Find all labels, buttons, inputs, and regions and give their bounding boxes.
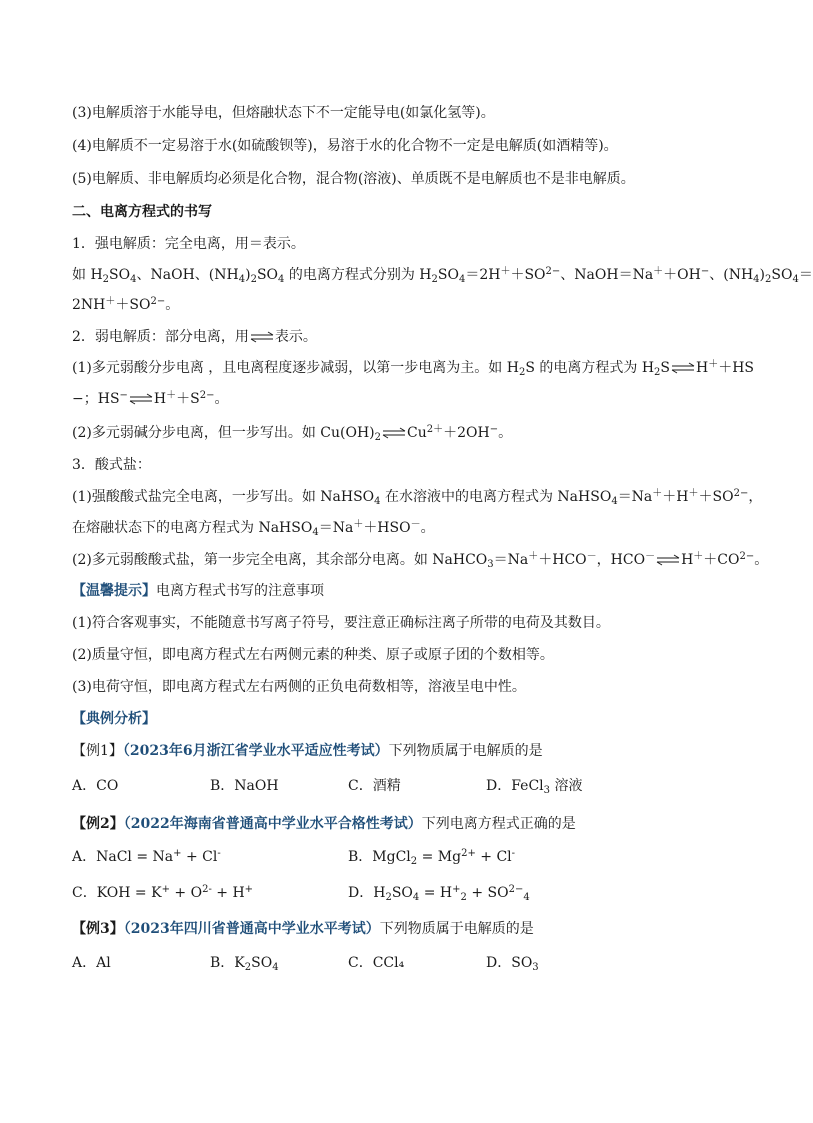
example-3-option-a[interactable]: A．Al <box>72 955 111 971</box>
example-3-option-b[interactable]: B．$K_2SO_4$ <box>210 955 279 973</box>
example-3-option-d[interactable]: D．$SO_3$ <box>486 955 539 973</box>
weak-title-suffix: 表示。 <box>274 329 317 345</box>
example-2-text: 下列电离方程式正确的是 <box>421 816 576 832</box>
strong-example-line-1: 如 $H_2SO_4$、NaOH、$(NH_4)_2SO_4$ 的电离方程式分别为 $H_2SO_4=2H^++SO^{2-}$、NaOH＝Na＋＋OH−、$(NH_4)_2SO_4=$ <box>72 266 813 285</box>
option-d-suffix: 溶液 <box>554 778 583 794</box>
example-2-option-b[interactable]: B．MgCl$_2$ = $Mg^{2+} + Cl^-$ <box>348 848 516 867</box>
section-heading: 二、电离方程式的书写 <box>72 204 212 220</box>
note-4: (4)电解质不一定易溶于水(如硫酸钡等)，易溶于水的化合物不一定是电解质(如酒精等)。 <box>72 138 618 154</box>
tip-3: (3)电荷守恒，即电离方程式左右两侧的正负电荷数相等，溶液呈电中性。 <box>72 679 526 695</box>
example-1-label: 【例1】 <box>72 743 123 759</box>
example-3-question <box>72 920 534 938</box>
tip-label: 【温馨提示】 <box>72 583 156 599</box>
example-2-option-d[interactable]: D．$H_2SO_4 = H^+_2 + SO^{2-}_4$ <box>348 884 530 903</box>
polyacid-line-1: (1)多元弱酸分步电离 ，且电离程度逐步减弱，以第一步电离为主。如 $H_2S$ 的电离方程式为 $H_2S$ H＋＋HS <box>72 359 755 378</box>
tip-2: (2)质量守恒，即电离方程式左右两侧元素的种类、原子或原子团的个数相等。 <box>72 647 554 663</box>
example-2-source: （2022年海南省普通高中学业水平合格性考试） <box>123 816 422 832</box>
analysis-heading: 【典例分析】 <box>72 711 156 727</box>
example-3-source: （2023年四川省普通高中学业水平考试） <box>123 921 380 937</box>
weak-acid-salt-line: (2)多元弱酸酸式盐，第一步完全电离，其余部分电离。如 NaHCO$_3$＝Na＋＋HCO－，HCO－ $H^++CO^{2-}$。 <box>72 551 769 570</box>
example-3-text: 下列物质属于电解质的是 <box>379 921 534 937</box>
note-5: (5)电解质、非电解质均必须是化合物，混合物(溶液)、单质既不是电解质也不是非电解质。 <box>72 171 635 187</box>
strong-acid-salt-line-2: 在熔融状态下的电离方程式为 NaHSO$_4$＝Na＋＋HSO－。 <box>72 519 435 538</box>
example-1-text: 下列物质属于电解质的是 <box>388 743 543 759</box>
example-2-option-a[interactable]: A．NaCl = Na+ + Cl- <box>72 848 221 865</box>
reversible-arrow-icon <box>670 363 696 373</box>
example-3-option-c[interactable]: C．CCl₄ <box>348 955 405 971</box>
example-1-option-a[interactable]: A．CO <box>72 778 119 794</box>
option-d-prefix: D． <box>486 778 512 794</box>
polyacid-line-2: −；HS− $H^++S^{2-}$。 <box>72 390 229 407</box>
note-3: (3)电解质溶于水能导电，但熔融状态下不一定能导电(如氯化氢等)。 <box>72 105 495 121</box>
weak-electrolyte-title <box>72 328 317 346</box>
example-3-label: 【例3】 <box>72 921 124 937</box>
example-2-option-c[interactable]: C．KOH = $K^+ + O^{2-} + H^+$ <box>72 884 254 901</box>
strong-acid-salt-line-1: (1)强酸酸式盐完全电离，一步写出。如 NaHSO$_4$ 在水溶液中的电离方程式为 $NaHSO_4=Na^++H^++SO^{2-}$， <box>72 488 763 507</box>
example-2-question <box>72 815 576 833</box>
reversible-arrow-icon <box>249 332 275 342</box>
tip-1: (1)符合客观事实，不能随意书写离子符号，要注意正确标注离子所带的电荷及其数目。 <box>72 615 610 631</box>
weak-title-text: 2．弱电解质：部分电离，用 <box>72 329 249 345</box>
tip-line <box>72 582 324 600</box>
reversible-arrow-icon <box>381 428 407 438</box>
tip-title: 电离方程式书写的注意事项 <box>156 583 324 599</box>
reversible-arrow-icon <box>655 555 681 565</box>
polybase-line: (2)多元弱碱分步电离，但一步写出。如 $Cu(OH)_2$ $Cu^{2+}+2OH^-$。 <box>72 424 513 443</box>
example-1-option-c[interactable]: C．酒精 <box>348 778 401 794</box>
reversible-arrow-icon <box>128 394 154 404</box>
example-1-question <box>72 742 543 760</box>
strong-electrolyte-title: 1．强电解质：完全电离，用＝表示。 <box>72 236 305 252</box>
example-1-source: （2023年6月浙江省学业水平适应性考试） <box>122 743 389 759</box>
example-2-label: 【例2】 <box>72 816 124 832</box>
example-1-option-d[interactable]: D．FeCl$_3$ 溶液 <box>486 778 583 796</box>
acid-salt-title: 3．酸式盐： <box>72 457 151 473</box>
example-1-option-b[interactable]: B．NaOH <box>210 778 279 794</box>
strong-example-line-2: $2NH^++SO^{2-}$。 <box>72 296 180 313</box>
